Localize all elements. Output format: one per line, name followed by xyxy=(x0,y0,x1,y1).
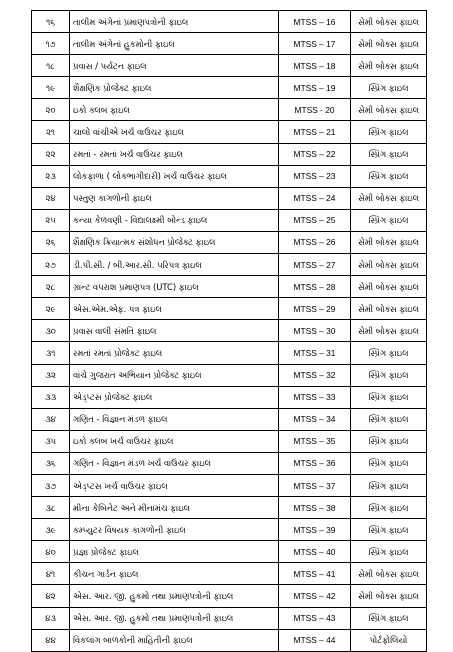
file-title-cell: એસ. આર. જી. હુકમો તથા પ્રમાણપત્રોની ફાઇલ xyxy=(70,607,279,629)
file-type-cell: સેમી બોક્સ ફાઇલ xyxy=(351,55,427,77)
file-code-cell: MTSS – 42 xyxy=(279,585,351,607)
table-row xyxy=(32,254,427,276)
file-code-cell: MTSS – 38 xyxy=(279,497,351,519)
file-register-body xyxy=(32,11,427,652)
serial-number-cell: ૨૫ xyxy=(32,209,70,231)
file-title-cell: રમતાં રમતાં પ્રોજેક્ટ ફાઇલ xyxy=(70,342,279,364)
table-row xyxy=(32,99,427,121)
file-type-cell: સ્પ્રિંગ ફાઇલ xyxy=(351,209,427,231)
file-code-cell: MTSS – 40 xyxy=(279,541,351,563)
file-type-cell: સેમી બોક્સ ફાઇલ xyxy=(351,276,427,298)
table-row xyxy=(32,55,427,77)
file-type-cell: સ્પ્રિંગ ફાઇલ xyxy=(351,165,427,187)
file-title-cell: વિકલાંગ બાળકોની માહિતીની ફાઇલ xyxy=(70,629,279,651)
file-code-cell: MTSS – 25 xyxy=(279,209,351,231)
serial-number-cell: ૩૬ xyxy=(32,452,70,474)
file-title-cell: ચાલો વાંચીએ ખર્ચ વાઉચર ફાઇલ xyxy=(70,121,279,143)
serial-number-cell: ૩૩ xyxy=(32,386,70,408)
table-row xyxy=(32,497,427,519)
file-type-cell: સ્પ્રિંગ ફાઇલ xyxy=(351,143,427,165)
file-code-cell: MTSS – 31 xyxy=(279,342,351,364)
file-title-cell: એડ્પ્ટસ પ્રોજેક્ટ ફાઇલ xyxy=(70,386,279,408)
file-type-cell: સ્પ્રિંગ ફાઇલ xyxy=(351,430,427,452)
file-register-table xyxy=(31,10,427,652)
file-type-cell: સેમી બોક્સ ફાઇલ xyxy=(351,187,427,209)
serial-number-cell: ૨૩ xyxy=(32,165,70,187)
table-row xyxy=(32,408,427,430)
file-type-cell: સેમી બોક્સ ફાઇલ xyxy=(351,11,427,33)
file-type-cell: સ્પ્રિંગ ફાઇલ xyxy=(351,541,427,563)
file-title-cell: પ્રવાસ / પર્યટન ફાઇલ xyxy=(70,55,279,77)
table-row xyxy=(32,364,427,386)
file-code-cell: MTSS – 36 xyxy=(279,452,351,474)
serial-number-cell: ૩૫ xyxy=(32,430,70,452)
table-row xyxy=(32,386,427,408)
table-row xyxy=(32,231,427,253)
file-code-cell: MTSS – 30 xyxy=(279,320,351,342)
file-title-cell: લોકફાળા ( લોકભાગીદારી) ખર્ચ વાઉચર ફાઇલ xyxy=(70,165,279,187)
file-title-cell: વાંચે ગુજરાત અભિયાન પ્રોજેક્ટ ફાઇલ xyxy=(70,364,279,386)
file-code-cell: MTSS – 33 xyxy=(279,386,351,408)
file-code-cell: MTSS – 24 xyxy=(279,187,351,209)
file-code-cell: MTSS – 26 xyxy=(279,231,351,253)
serial-number-cell: ૩૯ xyxy=(32,519,70,541)
file-code-cell: MTSS – 44 xyxy=(279,629,351,651)
file-type-cell: સેમી બોક્સ ફાઇલ xyxy=(351,231,427,253)
file-type-cell: સેમી બોક્સ ફાઇલ xyxy=(351,254,427,276)
file-code-cell: MTSS – 29 xyxy=(279,298,351,320)
table-row xyxy=(32,474,427,496)
table-row xyxy=(32,342,427,364)
serial-number-cell: ૧૯ xyxy=(32,77,70,99)
file-code-cell: MTSS - 20 xyxy=(279,99,351,121)
table-row xyxy=(32,585,427,607)
serial-number-cell: ૪૧ xyxy=(32,563,70,585)
file-title-cell: ઇકો ક્લબ ફાઇલ xyxy=(70,99,279,121)
file-code-cell: MTSS – 18 xyxy=(279,55,351,77)
file-type-cell: સ્પ્રિંગ ફાઇલ xyxy=(351,77,427,99)
file-title-cell: કમ્પ્યુટર વિષયક કાગળોની ફાઇલ xyxy=(70,519,279,541)
table-row xyxy=(32,298,427,320)
serial-number-cell: ૨૨ xyxy=(32,143,70,165)
serial-number-cell: ૧૮ xyxy=(32,55,70,77)
file-title-cell: કન્યા કેળવણી - વિદ્યાલક્ષ્મી બોન્ડ ફાઇલ xyxy=(70,209,279,231)
file-title-cell: શૈક્ષણિક ક્રિયાત્મક સંશોધન પ્રોજેક્ટ ફાઇલ xyxy=(70,231,279,253)
file-type-cell: સ્પ્રિંગ ફાઇલ xyxy=(351,342,427,364)
table-row xyxy=(32,629,427,651)
file-type-cell: સ્પ્રિંગ ફાઇલ xyxy=(351,474,427,496)
serial-number-cell: ૩૮ xyxy=(32,497,70,519)
table-row xyxy=(32,33,427,55)
file-code-cell: MTSS – 39 xyxy=(279,519,351,541)
file-type-cell: સ્પ્રિંગ ફાઇલ xyxy=(351,497,427,519)
file-title-cell: એસ.એમ.એફ. પત્ર ફાઇલ xyxy=(70,298,279,320)
file-title-cell: ડી.પી.સી. / બી.આર.સી. પરિપત્ર ફાઇલ xyxy=(70,254,279,276)
table-row xyxy=(32,276,427,298)
serial-number-cell: ૪૨ xyxy=(32,585,70,607)
serial-number-cell: ૨૯ xyxy=(32,298,70,320)
file-title-cell: ગ્રાન્ટ વપરાશ પ્રમાણપત્ર (UTC) ફાઇલ xyxy=(70,276,279,298)
serial-number-cell: ૩૦ xyxy=(32,320,70,342)
table-row xyxy=(32,77,427,99)
file-code-cell: MTSS – 35 xyxy=(279,430,351,452)
table-row xyxy=(32,320,427,342)
serial-number-cell: ૩૧ xyxy=(32,342,70,364)
table-row xyxy=(32,187,427,209)
file-code-cell: MTSS – 19 xyxy=(279,77,351,99)
file-title-cell: એસ. આર. જી. હુકમો તથા પ્રમાણપત્રોની ફાઇલ xyxy=(70,585,279,607)
serial-number-cell: ૨૪ xyxy=(32,187,70,209)
file-title-cell: તાલીમ અંગેનાં હુકમોની ફાઇલ xyxy=(70,33,279,55)
serial-number-cell: ૩૨ xyxy=(32,364,70,386)
table-row xyxy=(32,143,427,165)
table-row xyxy=(32,519,427,541)
serial-number-cell: ૪૪ xyxy=(32,629,70,651)
file-type-cell: પોર્ટફોલિયો xyxy=(351,629,427,651)
file-title-cell: પ્રવાસ વાલી સંમતિ ફાઇલ xyxy=(70,320,279,342)
table-row xyxy=(32,452,427,474)
serial-number-cell: ૩૭ xyxy=(32,474,70,496)
serial-number-cell: ૨૦ xyxy=(32,99,70,121)
file-code-cell: MTSS – 17 xyxy=(279,33,351,55)
file-code-cell: MTSS – 41 xyxy=(279,563,351,585)
table-row xyxy=(32,165,427,187)
table-row xyxy=(32,563,427,585)
file-type-cell: સેમી બોક્સ ફાઇલ xyxy=(351,33,427,55)
file-type-cell: સેમી બોક્સ ફાઇલ xyxy=(351,298,427,320)
file-code-cell: MTSS – 16 xyxy=(279,11,351,33)
file-code-cell: MTSS – 22 xyxy=(279,143,351,165)
table-row xyxy=(32,541,427,563)
file-title-cell: પ્રજ્ઞા પ્રોજેક્ટ ફાઇલ xyxy=(70,541,279,563)
file-type-cell: સ્પ્રિંગ ફાઇલ xyxy=(351,408,427,430)
file-title-cell: ઇકો ક્લબ ખર્ચ વાઉચર ફાઇલ xyxy=(70,430,279,452)
file-code-cell: MTSS – 28 xyxy=(279,276,351,298)
file-title-cell: તાલીમ અંગેનાં પ્રમાણપત્રોની ફાઇલ xyxy=(70,11,279,33)
file-code-cell: MTSS – 37 xyxy=(279,474,351,496)
serial-number-cell: ૨૧ xyxy=(32,121,70,143)
file-title-cell: ગણિત - વિજ્ઞાન મંડળ ખર્ચ વાઉચર ફાઇલ xyxy=(70,452,279,474)
serial-number-cell: ૩૪ xyxy=(32,408,70,430)
file-code-cell: MTSS – 27 xyxy=(279,254,351,276)
file-type-cell: સેમી બોક્સ ફાઇલ xyxy=(351,563,427,585)
file-code-cell: MTSS – 32 xyxy=(279,364,351,386)
file-type-cell: સેમી બોક્સ ફાઇલ xyxy=(351,99,427,121)
serial-number-cell: ૨૭ xyxy=(32,254,70,276)
file-code-cell: MTSS – 34 xyxy=(279,408,351,430)
file-type-cell: સ્પ્રિંગ ફાઇલ xyxy=(351,452,427,474)
serial-number-cell: ૨૮ xyxy=(32,276,70,298)
file-code-cell: MTSS – 21 xyxy=(279,121,351,143)
file-type-cell: સ્પ્રિંગ ફાઇલ xyxy=(351,364,427,386)
table-row xyxy=(32,607,427,629)
file-type-cell: સ્પ્રિંગ ફાઇલ xyxy=(351,607,427,629)
file-type-cell: સેમી બોક્સ ફાઇલ xyxy=(351,320,427,342)
serial-number-cell: ૧૬ xyxy=(32,11,70,33)
file-code-cell: MTSS – 23 xyxy=(279,165,351,187)
serial-number-cell: ૨૬ xyxy=(32,231,70,253)
file-title-cell: એડ્પ્ટસ ખર્ચ વાઉચર ફાઇલ xyxy=(70,474,279,496)
file-type-cell: સ્પ્રિંગ ફાઇલ xyxy=(351,519,427,541)
table-row xyxy=(32,121,427,143)
file-title-cell: કીચન ગાર્ડન ફાઇલ xyxy=(70,563,279,585)
serial-number-cell: ૪૦ xyxy=(32,541,70,563)
file-title-cell: શૈક્ષણિક પ્રોજેક્ટ ફાઇલ xyxy=(70,77,279,99)
file-type-cell: સ્પ્રિંગ ફાઇલ xyxy=(351,121,427,143)
table-row xyxy=(32,11,427,33)
file-title-cell: ગણિત - વિજ્ઞાન મંડળ ફાઇલ xyxy=(70,408,279,430)
file-title-cell: પસ્તુણ કાગળોની ફાઇલ xyxy=(70,187,279,209)
file-type-cell: સ્પ્રિંગ ફાઇલ xyxy=(351,386,427,408)
table-row xyxy=(32,209,427,231)
file-type-cell: સેમી બોક્સ ફાઇલ xyxy=(351,585,427,607)
table-row xyxy=(32,430,427,452)
file-title-cell: રમતાં - રમતાં ખર્ચ વાઉચર ફાઇલ xyxy=(70,143,279,165)
file-title-cell: મીના કેબિનેટ અને મીનામંચ ફાઇલ xyxy=(70,497,279,519)
serial-number-cell: ૧૭ xyxy=(32,33,70,55)
file-code-cell: MTSS – 43 xyxy=(279,607,351,629)
serial-number-cell: ૪૩ xyxy=(32,607,70,629)
